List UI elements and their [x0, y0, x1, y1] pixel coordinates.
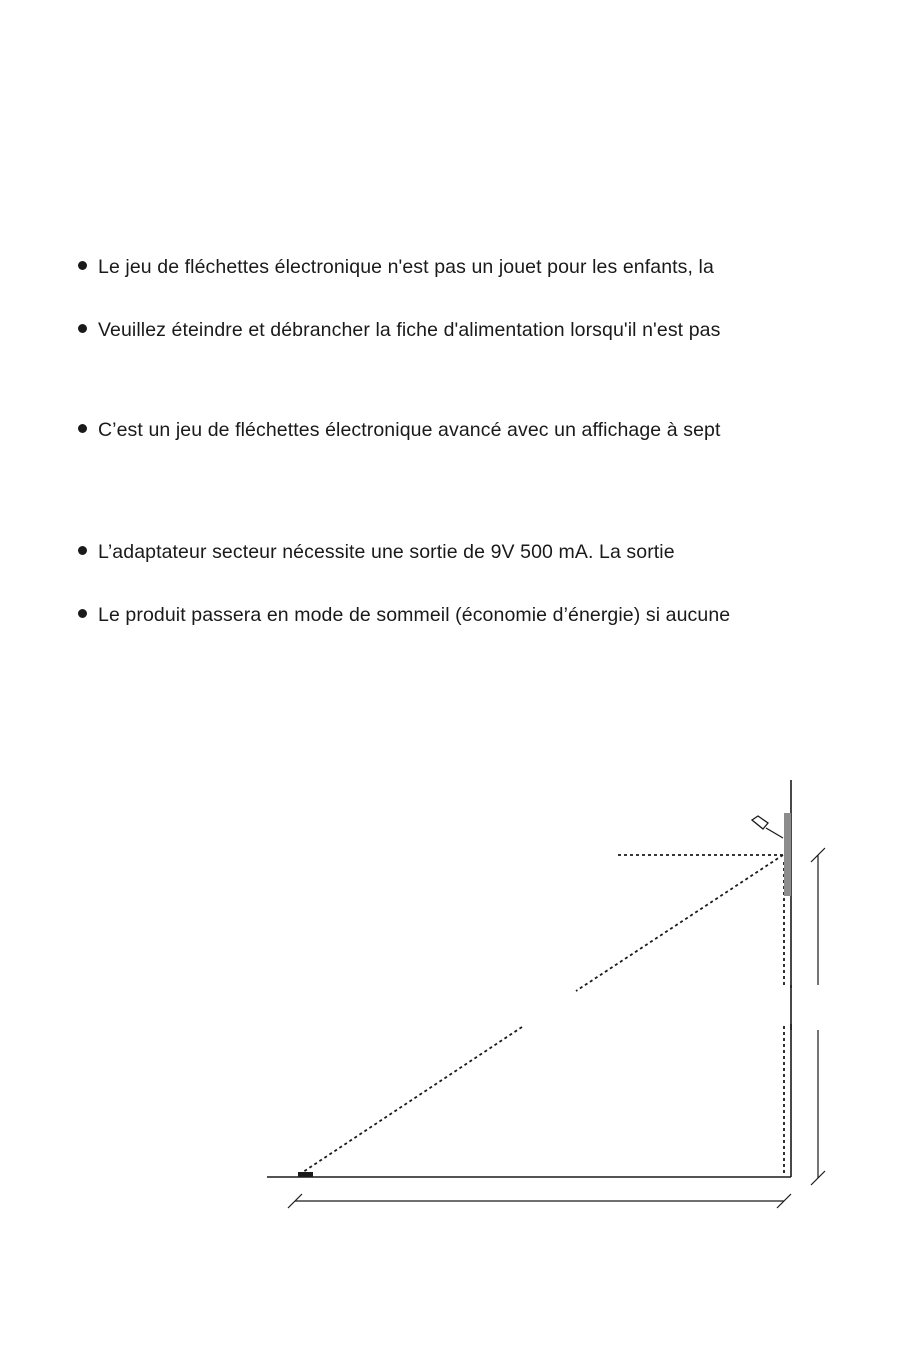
throw-line-marker: [298, 1172, 313, 1177]
bullet-text: Le jeu de fléchettes électronique n'est pas un jouet pour les enfants, la: [98, 256, 714, 278]
sight-line-upper: [576, 855, 783, 991]
dart-icon: [752, 816, 783, 838]
sight-line-lower: [300, 1027, 522, 1174]
bullet-text: Veuillez éteindre et débrancher la fiche d'alimentation lorsqu'il n'est pas: [98, 319, 721, 341]
dartboard-side-view: [784, 813, 791, 896]
bullet-text: Le produit passera en mode de sommeil (économie d’énergie) si aucune: [98, 604, 731, 626]
bullet-text: L’adaptateur secteur nécessite une sortie de 9V 500 mA. La sortie: [98, 541, 675, 563]
dimension-ticks: [288, 848, 825, 1208]
bullet-text: C’est un jeu de fléchettes électronique avancé avec un affichage à sept: [98, 419, 721, 441]
